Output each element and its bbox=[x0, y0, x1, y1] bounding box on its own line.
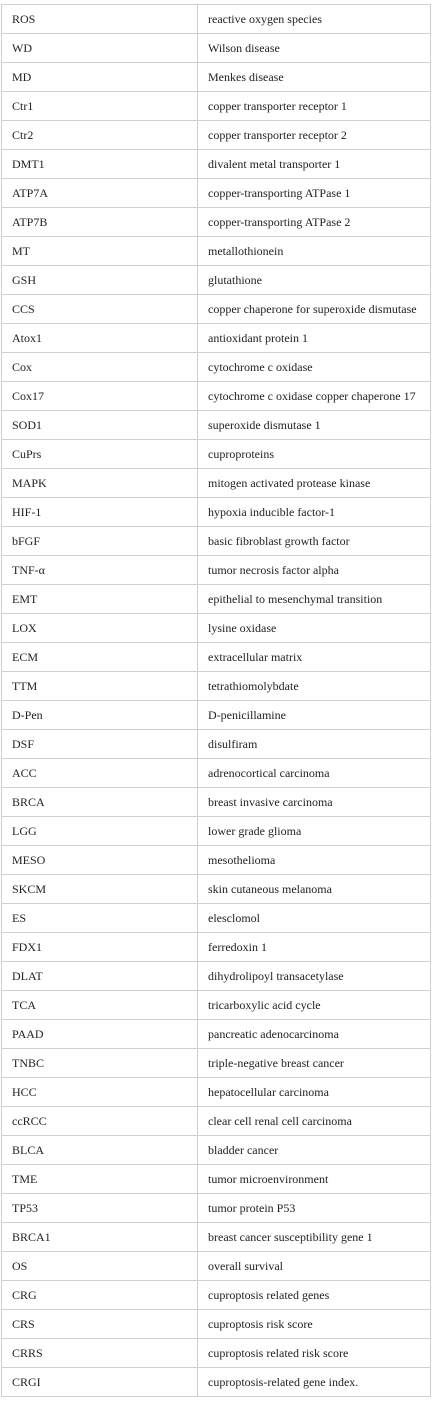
table-row bbox=[2, 904, 431, 933]
abbreviation-cell: ccRCC bbox=[2, 1107, 198, 1136]
abbreviation-cell: ACC bbox=[2, 759, 198, 788]
definition-cell: copper-transporting ATPase 2 bbox=[198, 208, 431, 237]
table-row bbox=[2, 875, 431, 904]
abbreviation-cell: MT bbox=[2, 237, 198, 266]
abbreviation-cell: HCC bbox=[2, 1078, 198, 1107]
definition-cell: mesothelioma bbox=[198, 846, 431, 875]
definition-cell: dihydrolipoyl transacetylase bbox=[198, 962, 431, 991]
abbreviation-cell: ECM bbox=[2, 643, 198, 672]
abbreviation-cell: HIF-1 bbox=[2, 498, 198, 527]
definition-cell: glutathione bbox=[198, 266, 431, 295]
definition-cell: lower grade glioma bbox=[198, 817, 431, 846]
table-row bbox=[2, 5, 431, 34]
abbreviation-cell: DSF bbox=[2, 730, 198, 759]
definition-cell: copper chaperone for superoxide dismutase bbox=[198, 295, 431, 324]
abbreviation-cell: MESO bbox=[2, 846, 198, 875]
definition-cell: cuproptosis related genes bbox=[198, 1281, 431, 1310]
abbreviation-cell: D-Pen bbox=[2, 701, 198, 730]
table-row bbox=[2, 63, 431, 92]
abbreviation-cell: DMT1 bbox=[2, 150, 198, 179]
abbreviation-cell: Cox bbox=[2, 353, 198, 382]
definition-cell: skin cutaneous melanoma bbox=[198, 875, 431, 904]
table-row bbox=[2, 34, 431, 63]
abbreviations-table bbox=[1, 4, 431, 1397]
definition-cell: extracellular matrix bbox=[198, 643, 431, 672]
definition-cell: breast invasive carcinoma bbox=[198, 788, 431, 817]
abbreviation-cell: TTM bbox=[2, 672, 198, 701]
abbreviation-cell: OS bbox=[2, 1252, 198, 1281]
table-row bbox=[2, 1194, 431, 1223]
abbreviation-cell: BRCA bbox=[2, 788, 198, 817]
table-row bbox=[2, 1339, 431, 1368]
table-row bbox=[2, 817, 431, 846]
abbreviation-cell: TNF-α bbox=[2, 556, 198, 585]
table-row bbox=[2, 1078, 431, 1107]
table-row bbox=[2, 991, 431, 1020]
table-row bbox=[2, 150, 431, 179]
table-row bbox=[2, 1310, 431, 1339]
table-row bbox=[2, 846, 431, 875]
abbreviation-cell: CCS bbox=[2, 295, 198, 324]
abbreviation-cell: TP53 bbox=[2, 1194, 198, 1223]
table-row bbox=[2, 324, 431, 353]
definition-cell: hepatocellular carcinoma bbox=[198, 1078, 431, 1107]
abbreviation-cell: TCA bbox=[2, 991, 198, 1020]
abbreviation-cell: Atox1 bbox=[2, 324, 198, 353]
abbreviation-cell: SKCM bbox=[2, 875, 198, 904]
table-row bbox=[2, 1223, 431, 1252]
table-row bbox=[2, 121, 431, 150]
abbreviation-cell: MD bbox=[2, 63, 198, 92]
definition-cell: lysine oxidase bbox=[198, 614, 431, 643]
definition-cell: copper transporter receptor 1 bbox=[198, 92, 431, 121]
abbreviation-cell: PAAD bbox=[2, 1020, 198, 1049]
definition-cell: cuproproteins bbox=[198, 440, 431, 469]
definition-cell: reactive oxygen species bbox=[198, 5, 431, 34]
abbreviation-cell: DLAT bbox=[2, 962, 198, 991]
definition-cell: triple-negative breast cancer bbox=[198, 1049, 431, 1078]
table-row bbox=[2, 1136, 431, 1165]
definition-cell: D-penicillamine bbox=[198, 701, 431, 730]
definition-cell: superoxide dismutase 1 bbox=[198, 411, 431, 440]
definition-cell: adrenocortical carcinoma bbox=[198, 759, 431, 788]
abbreviation-cell: WD bbox=[2, 34, 198, 63]
definition-cell: divalent metal transporter 1 bbox=[198, 150, 431, 179]
table-row bbox=[2, 759, 431, 788]
abbreviation-cell: ROS bbox=[2, 5, 198, 34]
table-row bbox=[2, 411, 431, 440]
definition-cell: disulfiram bbox=[198, 730, 431, 759]
abbreviation-cell: SOD1 bbox=[2, 411, 198, 440]
table-row bbox=[2, 498, 431, 527]
definition-cell: tumor protein P53 bbox=[198, 1194, 431, 1223]
table-row bbox=[2, 962, 431, 991]
definition-cell: copper transporter receptor 2 bbox=[198, 121, 431, 150]
table-row bbox=[2, 353, 431, 382]
table-row bbox=[2, 440, 431, 469]
definition-cell: breast cancer susceptibility gene 1 bbox=[198, 1223, 431, 1252]
table-row bbox=[2, 933, 431, 962]
definition-cell: Menkes disease bbox=[198, 63, 431, 92]
definition-cell: elesclomol bbox=[198, 904, 431, 933]
abbreviation-cell: CRG bbox=[2, 1281, 198, 1310]
table-row bbox=[2, 266, 431, 295]
abbreviation-cell: ES bbox=[2, 904, 198, 933]
table-row bbox=[2, 237, 431, 266]
abbreviation-cell: CuPrs bbox=[2, 440, 198, 469]
abbreviation-cell: BLCA bbox=[2, 1136, 198, 1165]
table-row bbox=[2, 1281, 431, 1310]
definition-cell: tricarboxylic acid cycle bbox=[198, 991, 431, 1020]
table-row bbox=[2, 1107, 431, 1136]
definition-cell: cytochrome c oxidase copper chaperone 17 bbox=[198, 382, 431, 411]
table-row bbox=[2, 730, 431, 759]
definition-cell: overall survival bbox=[198, 1252, 431, 1281]
definition-cell: epithelial to mesenchymal transition bbox=[198, 585, 431, 614]
abbreviation-cell: Cox17 bbox=[2, 382, 198, 411]
abbreviation-cell: Ctr2 bbox=[2, 121, 198, 150]
definition-cell: ferredoxin 1 bbox=[198, 933, 431, 962]
definition-cell: Wilson disease bbox=[198, 34, 431, 63]
definition-cell: cuproptosis-related gene index. bbox=[198, 1368, 431, 1397]
abbreviation-cell: TME bbox=[2, 1165, 198, 1194]
table-row bbox=[2, 1165, 431, 1194]
definition-cell: copper-transporting ATPase 1 bbox=[198, 179, 431, 208]
definition-cell: cytochrome c oxidase bbox=[198, 353, 431, 382]
abbreviation-cell: EMT bbox=[2, 585, 198, 614]
abbreviation-cell: MAPK bbox=[2, 469, 198, 498]
table-row bbox=[2, 1049, 431, 1078]
abbreviation-cell: CRGI bbox=[2, 1368, 198, 1397]
abbreviation-cell: LGG bbox=[2, 817, 198, 846]
definition-cell: hypoxia inducible factor-1 bbox=[198, 498, 431, 527]
definition-cell: bladder cancer bbox=[198, 1136, 431, 1165]
definition-cell: pancreatic adenocarcinoma bbox=[198, 1020, 431, 1049]
definition-cell: tumor necrosis factor alpha bbox=[198, 556, 431, 585]
abbreviation-cell: FDX1 bbox=[2, 933, 198, 962]
definition-cell: clear cell renal cell carcinoma bbox=[198, 1107, 431, 1136]
table-row bbox=[2, 527, 431, 556]
table-row bbox=[2, 295, 431, 324]
table-row bbox=[2, 179, 431, 208]
definition-cell: tumor microenvironment bbox=[198, 1165, 431, 1194]
table-row bbox=[2, 1368, 431, 1397]
definition-cell: cuproptosis related risk score bbox=[198, 1339, 431, 1368]
abbreviation-cell: CRS bbox=[2, 1310, 198, 1339]
definition-cell: basic fibroblast growth factor bbox=[198, 527, 431, 556]
definition-cell: cuproptosis risk score bbox=[198, 1310, 431, 1339]
definition-cell: mitogen activated protease kinase bbox=[198, 469, 431, 498]
table-row bbox=[2, 208, 431, 237]
table-row bbox=[2, 701, 431, 730]
abbreviation-cell: bFGF bbox=[2, 527, 198, 556]
table-row bbox=[2, 788, 431, 817]
abbreviation-cell: LOX bbox=[2, 614, 198, 643]
table-row bbox=[2, 1020, 431, 1049]
abbreviation-cell: TNBC bbox=[2, 1049, 198, 1078]
abbreviation-cell: GSH bbox=[2, 266, 198, 295]
abbreviations-table-body bbox=[2, 5, 431, 1397]
table-row bbox=[2, 556, 431, 585]
table-row bbox=[2, 585, 431, 614]
table-row bbox=[2, 672, 431, 701]
table-row bbox=[2, 614, 431, 643]
definition-cell: tetrathiomolybdate bbox=[198, 672, 431, 701]
table-row bbox=[2, 92, 431, 121]
table-row bbox=[2, 1252, 431, 1281]
definition-cell: antioxidant protein 1 bbox=[198, 324, 431, 353]
table-row bbox=[2, 469, 431, 498]
abbreviation-cell: CRRS bbox=[2, 1339, 198, 1368]
table-row bbox=[2, 643, 431, 672]
table-row bbox=[2, 382, 431, 411]
abbreviation-cell: Ctr1 bbox=[2, 92, 198, 121]
abbreviation-cell: BRCA1 bbox=[2, 1223, 198, 1252]
abbreviation-cell: ATP7A bbox=[2, 179, 198, 208]
definition-cell: metallothionein bbox=[198, 237, 431, 266]
abbreviation-cell: ATP7B bbox=[2, 208, 198, 237]
